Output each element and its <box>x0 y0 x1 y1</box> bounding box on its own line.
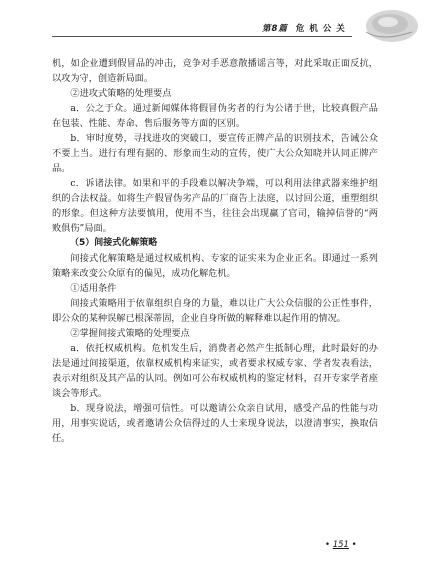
paragraph: a．依托权威机构。危机发生后，消费者必然产生抵制心理，此时最好的办法是通过间接渠道，依靠权威机构来证实，或者要求权威专家、学者发表看法，表示对组织及其产品的认同。例如可公布权威机构的鉴定材料，召开专家学者座谈会等形式。 <box>52 343 378 399</box>
paragraph: ②进攻式策略的处理要点 <box>70 88 172 99</box>
paragraph: ①适用条件 <box>70 283 117 294</box>
paragraph: 机，如企业遭到假冒品的冲击，竞争对手恶意散播谣言等，对此采取正面反抗，以攻为守，创造新局面。 <box>52 58 378 84</box>
header-rule <box>52 36 352 37</box>
paragraph: b．现身说法，增强可信性。可以邀请公众亲自试用，感受产品的性能与功用，用事实说话，或者邀请公众信得过的人士来现身说法，以澄清事实，换取信任。 <box>52 403 378 444</box>
paragraph: a．公之于众。通过新闻媒体将假冒伪劣者的行为公诸于世，比较真假产品在包装、性能、寿命、售后服务等方面的区别。 <box>52 103 378 129</box>
header-title: 危 机 公 关 <box>295 24 346 34</box>
page-header <box>0 0 427 44</box>
paragraph: ②掌握间接式策略的处理要点 <box>70 328 190 339</box>
page-footer: • 151 • <box>325 540 357 550</box>
paragraph: b．审时度势，寻找进攻的突破口，要宣传正牌产品的识别技术，告诫公众不要上当。进行有理有据的、形象而生动的宣传，使广大公众知晓并认同正牌产品。 <box>52 133 378 174</box>
section-heading: （5）间接式化解策略 <box>70 238 158 248</box>
paragraph: 间接式策略用于依靠组织自身的力量，难以让广大公众信服的公正性事件，即公众的某种误解已根深蒂固，企业自身所做的解释难以起作用的情况。 <box>52 298 378 324</box>
paragraph: 间接式化解策略是通过权威机构、专家的证实来为企业正名。即通过一系列策略来改变公众原有的偏见，成功化解危机。 <box>52 253 378 279</box>
page-number: 151 <box>332 540 349 550</box>
body-text <box>52 56 378 446</box>
header-chapter: 第8篇 <box>262 24 288 34</box>
header-decoration-icon <box>352 2 422 46</box>
running-header <box>262 22 346 34</box>
paragraph: c．诉诸法律。如果和平的手段难以解决争端，可以利用法律武器来维护组织的合法权益。如将生产假冒伪劣产品的厂商告上法庭，以讨回公道，重塑组织的形象。但这种方法要慎用，使用不当，往往会出现赢了官司，输掉信誉的“两败俱伤”局面。 <box>52 178 378 234</box>
